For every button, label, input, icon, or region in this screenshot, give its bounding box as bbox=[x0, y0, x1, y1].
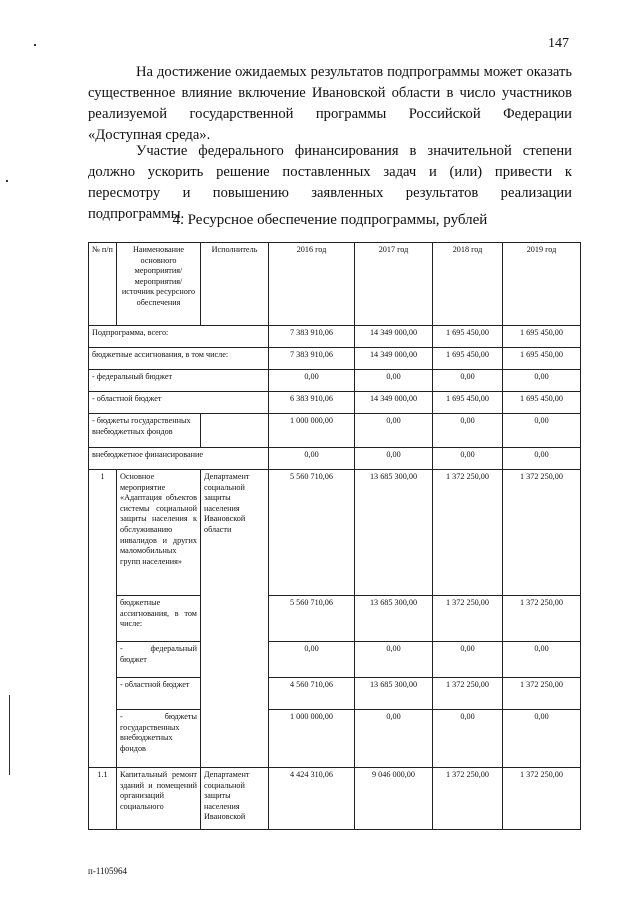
table-row bbox=[89, 678, 581, 710]
cell-2016: 1 000 000,00 bbox=[269, 710, 355, 768]
cell-2019: 1 695 450,00 bbox=[503, 326, 581, 348]
empty-cell bbox=[201, 414, 269, 448]
cell-2019: 0,00 bbox=[503, 370, 581, 392]
row-label: - федеральный бюджет bbox=[117, 642, 201, 678]
cell-2016: 0,00 bbox=[269, 642, 355, 678]
cell-2019: 1 372 250,00 bbox=[503, 678, 581, 710]
row-label: - областной бюджет bbox=[89, 392, 269, 414]
section-title: 4. Ресурсное обеспечение подпрограммы, рублей bbox=[172, 212, 488, 228]
cell-2016: 6 383 910,06 bbox=[269, 392, 355, 414]
header-executor: Исполнитель bbox=[201, 243, 269, 326]
table-row bbox=[89, 596, 581, 642]
table-row bbox=[89, 642, 581, 678]
cell-2019: 1 372 250,00 bbox=[503, 470, 581, 596]
cell-2019: 0,00 bbox=[503, 642, 581, 678]
table-row bbox=[89, 448, 581, 470]
cell-2018: 1 372 250,00 bbox=[433, 678, 503, 710]
row-label: бюджетные ассигнования, в том числе: bbox=[117, 596, 201, 642]
item-number: 1.1 bbox=[89, 768, 117, 830]
resource-table bbox=[88, 242, 581, 830]
row-label: - бюджеты государственных внебюджетных фондов bbox=[117, 710, 201, 768]
table-header-row bbox=[89, 243, 581, 326]
row-label: внебюджетное финансирование bbox=[89, 448, 269, 470]
cell-2016: 1 000 000,00 bbox=[269, 414, 355, 448]
table-row bbox=[89, 326, 581, 348]
cell-2017: 13 685 300,00 bbox=[355, 596, 433, 642]
cell-2018: 0,00 bbox=[433, 710, 503, 768]
cell-2018: 1 695 450,00 bbox=[433, 348, 503, 370]
header-name: Наименование основного мероприятия/мероприятия/ источник ресурсного обеспечения bbox=[117, 243, 201, 326]
cell-2016: 0,00 bbox=[269, 448, 355, 470]
header-2016: 2016 год bbox=[269, 243, 355, 326]
row-label: - бюджеты государственных внебюджетных фондов bbox=[89, 414, 201, 448]
cell-2018: 1 372 250,00 bbox=[433, 596, 503, 642]
cell-2017: 14 349 000,00 bbox=[355, 326, 433, 348]
cell-2016: 4 560 710,06 bbox=[269, 678, 355, 710]
cell-2016: 7 383 910,06 bbox=[269, 348, 355, 370]
table-row bbox=[89, 768, 581, 830]
cell-2019: 1 372 250,00 bbox=[503, 768, 581, 830]
cell-2018: 0,00 bbox=[433, 642, 503, 678]
table-row bbox=[89, 392, 581, 414]
cell-2016: 5 560 710,06 bbox=[269, 470, 355, 596]
cell-2019: 1 695 450,00 bbox=[503, 392, 581, 414]
cell-2017: 13 685 300,00 bbox=[355, 470, 433, 596]
item-name: Капитальный ремонт зданий и помещений организаций социального bbox=[117, 768, 201, 830]
table-row bbox=[89, 348, 581, 370]
cell-2017: 0,00 bbox=[355, 448, 433, 470]
paragraph-2: Участие федерального финансирования в значительной степени должно ускорить решение поставленных задач и (или) привести к пересмотру и повышению заявленных результатов реализации подпрограммы. bbox=[88, 143, 572, 222]
row-label: - федеральный бюджет bbox=[89, 370, 269, 392]
cell-2017: 13 685 300,00 bbox=[355, 678, 433, 710]
item-number: 1 bbox=[89, 470, 117, 768]
cell-2017: 14 349 000,00 bbox=[355, 392, 433, 414]
header-num: № п/п bbox=[89, 243, 117, 326]
cell-2019: 1 695 450,00 bbox=[503, 348, 581, 370]
cell-2019: 0,00 bbox=[503, 710, 581, 768]
cell-2018: 0,00 bbox=[433, 370, 503, 392]
table-row bbox=[89, 414, 581, 448]
header-2019: 2019 год bbox=[503, 243, 581, 326]
item-executor: Департамент социальной защиты населения Ивановской bbox=[201, 768, 269, 830]
item-name: Основное мероприятие «Адаптация объектов системы социальной защиты населения к обслуживанию инвалидов и других маломобильных групп населения» bbox=[117, 470, 201, 596]
cell-2016: 7 383 910,06 bbox=[269, 326, 355, 348]
row-label: бюджетные ассигнования, в том числе: bbox=[89, 348, 269, 370]
cell-2018: 1 695 450,00 bbox=[433, 326, 503, 348]
paragraph-1: На достижение ожидаемых результатов подпрограммы может оказать существенное влияние включение Ивановской области в число участников реализуемой государственной программы Российской Федерации «Доступная среда». bbox=[88, 64, 572, 143]
cell-2018: 1 372 250,00 bbox=[433, 470, 503, 596]
cell-2017: 0,00 bbox=[355, 710, 433, 768]
cell-2017: 0,00 bbox=[355, 642, 433, 678]
cell-2017: 0,00 bbox=[355, 414, 433, 448]
cell-2019: 1 372 250,00 bbox=[503, 596, 581, 642]
cell-2018: 1 695 450,00 bbox=[433, 392, 503, 414]
row-label: Подпрограмма, всего: bbox=[89, 326, 269, 348]
cell-2017: 14 349 000,00 bbox=[355, 348, 433, 370]
row-label: - областной бюджет bbox=[117, 678, 201, 710]
footer-code: п-1105964 bbox=[88, 866, 127, 876]
scan-speck bbox=[34, 44, 36, 46]
table-row bbox=[89, 710, 581, 768]
cell-2018: 0,00 bbox=[433, 414, 503, 448]
scan-speck bbox=[6, 180, 8, 182]
cell-2016: 5 560 710,06 bbox=[269, 596, 355, 642]
cell-2017: 0,00 bbox=[355, 370, 433, 392]
cell-2016: 0,00 bbox=[269, 370, 355, 392]
cell-2018: 0,00 bbox=[433, 448, 503, 470]
scan-margin-mark bbox=[9, 695, 10, 775]
cell-2019: 0,00 bbox=[503, 448, 581, 470]
header-2018: 2018 год bbox=[433, 243, 503, 326]
table-row bbox=[89, 370, 581, 392]
cell-2016: 4 424 310,06 bbox=[269, 768, 355, 830]
page-number: 147 bbox=[548, 36, 569, 51]
cell-2018: 1 372 250,00 bbox=[433, 768, 503, 830]
header-2017: 2017 год bbox=[355, 243, 433, 326]
table-row bbox=[89, 470, 581, 596]
cell-2017: 9 046 000,00 bbox=[355, 768, 433, 830]
cell-2019: 0,00 bbox=[503, 414, 581, 448]
item-executor: Департамент социальной защиты населения Ивановской области bbox=[201, 470, 269, 768]
